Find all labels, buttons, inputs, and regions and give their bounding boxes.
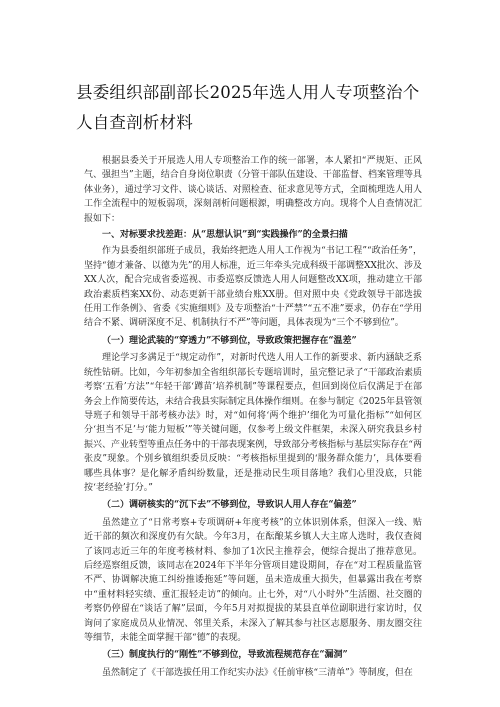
subsection-heading: （二）调研核实的“沉下去”不够到位，导致识人用人存在“偏差” xyxy=(102,500,357,511)
subsection-heading: （一）理论武装的“穿透力”不够到位，导致政策把握存在“温差” xyxy=(102,335,357,346)
subsection-heading: （三）制度执行的“刚性”不够到位，导致流程规范存在“漏洞” xyxy=(102,650,348,661)
body-paragraph: 虽然制定了《干部选拔任用工作纪实办法》《任前审核“三清单”》等制度，但在 xyxy=(102,667,413,678)
document-title: 县委组织部副部长2025年选人用人专项整治个人自查剖析材料 xyxy=(76,83,420,132)
intro-paragraph: 根据县委关于开展选人用人专项整治工作的统一部署，本人紧扣“严规矩、正风气、强担当”主题，结合自身岗位职责（分管干部队伍建设、干部监督、档案管理等具体业务），通过学习文件、谈心谈话、对照检查、征求意见等方式，全面梳理选人用人工作全流程中的短板弱项，深刻剖析问题根源，明确整改方向。现将个人自查情况汇报如下： xyxy=(84,156,422,224)
section-heading: 一、对标要求找差距：从“思想认识”到“实践操作”的全景扫描 xyxy=(102,230,348,241)
body-paragraph: 虽然建立了“日常考察+专项调研+年度考核”的立体识别体系，但深入一线、贴近干部的频次和深度仍有欠缺。今年3月，在酝酿某乡镇人大主席人选时，我仅查阅了该同志近三年的年度考核材料、参加了1次民主推荐会，便综合提出了推荐意见。后经巡察组反馈，该同志在2024年下半年分管项目建设期间，存在“对工程质量监管不严、协调解决施工纠纷推诿拖延”等问题，虽未造成重大损失，但暴露出我在考察中“重材料轻实绩、重汇报轻走访”的倾向。止七外，对“八小时外”生活圈、社交圈的考察仍停留在“谈话了解”层面，今年5月对拟提拔的某县直单位副职进行家访时，仅询问了家庭成员从业情况、邻里关系，未深入了解其参与社区志愿服务、朋友圈交往等细节，未能全面掌握干部“德”的表现。 xyxy=(84,517,422,643)
body-paragraph: 作为县委组织部班子成员，我始终把选人用人工作视为“书记工程”“政治任务”，坚持“德才兼备、以德为先”的用人标准，近三年牵头完成科级干部调整XX批次、涉及XX人次，配合完成省委巡视、市委巡察反馈选人用人问题整改XX项，推动建立干部政治素质档案XX份、动态更新干部业绩台账XX册。但对照中央《党政领导干部选拔任用工作条例》、省委《实施细则》及专项整治“十严禁”“五不准”要求，仍存在“学用结合不紧、调研深度不足、机制执行不严”等问题，具体表现为“三个不够到位”。 xyxy=(84,246,422,329)
body-paragraph: 理论学习多满足于“规定动作”，对新时代选人用人工作的新要求、新内涵缺乏系统性钻研。比如，今年初参加全省组织部长专题培训时，虽完整记录了“干部政治素质考察‘五看’方法”“年轻干部‘蹲苗’培养机制”等课程要点，但回到岗位后仅满足于在部务会上作简要传达，未结合我县实际制定具体操作细则。在参与制定《2025年县管领导班子和领导干部考核办法》时，对“如何将‘两个维护’细化为可量化指标”“如何区分‘担当不足’与‘能力短板’”等关键问题，仅参考上级文件框架，未深入研究我县乡村振兴、产业转型等重点任务中的干部表现案例，导致部分考核指标与基层实际存在“两张皮”现象。个别乡镇组织委员反映：“考核指标里提到的‘服务群众能力’，具体要看哪些具体事？是化解矛盾纠纷数量，还是推动民生项目落地？我们心里没底，只能按‘老经验’打分。” xyxy=(84,353,422,493)
document-body xyxy=(84,154,422,680)
